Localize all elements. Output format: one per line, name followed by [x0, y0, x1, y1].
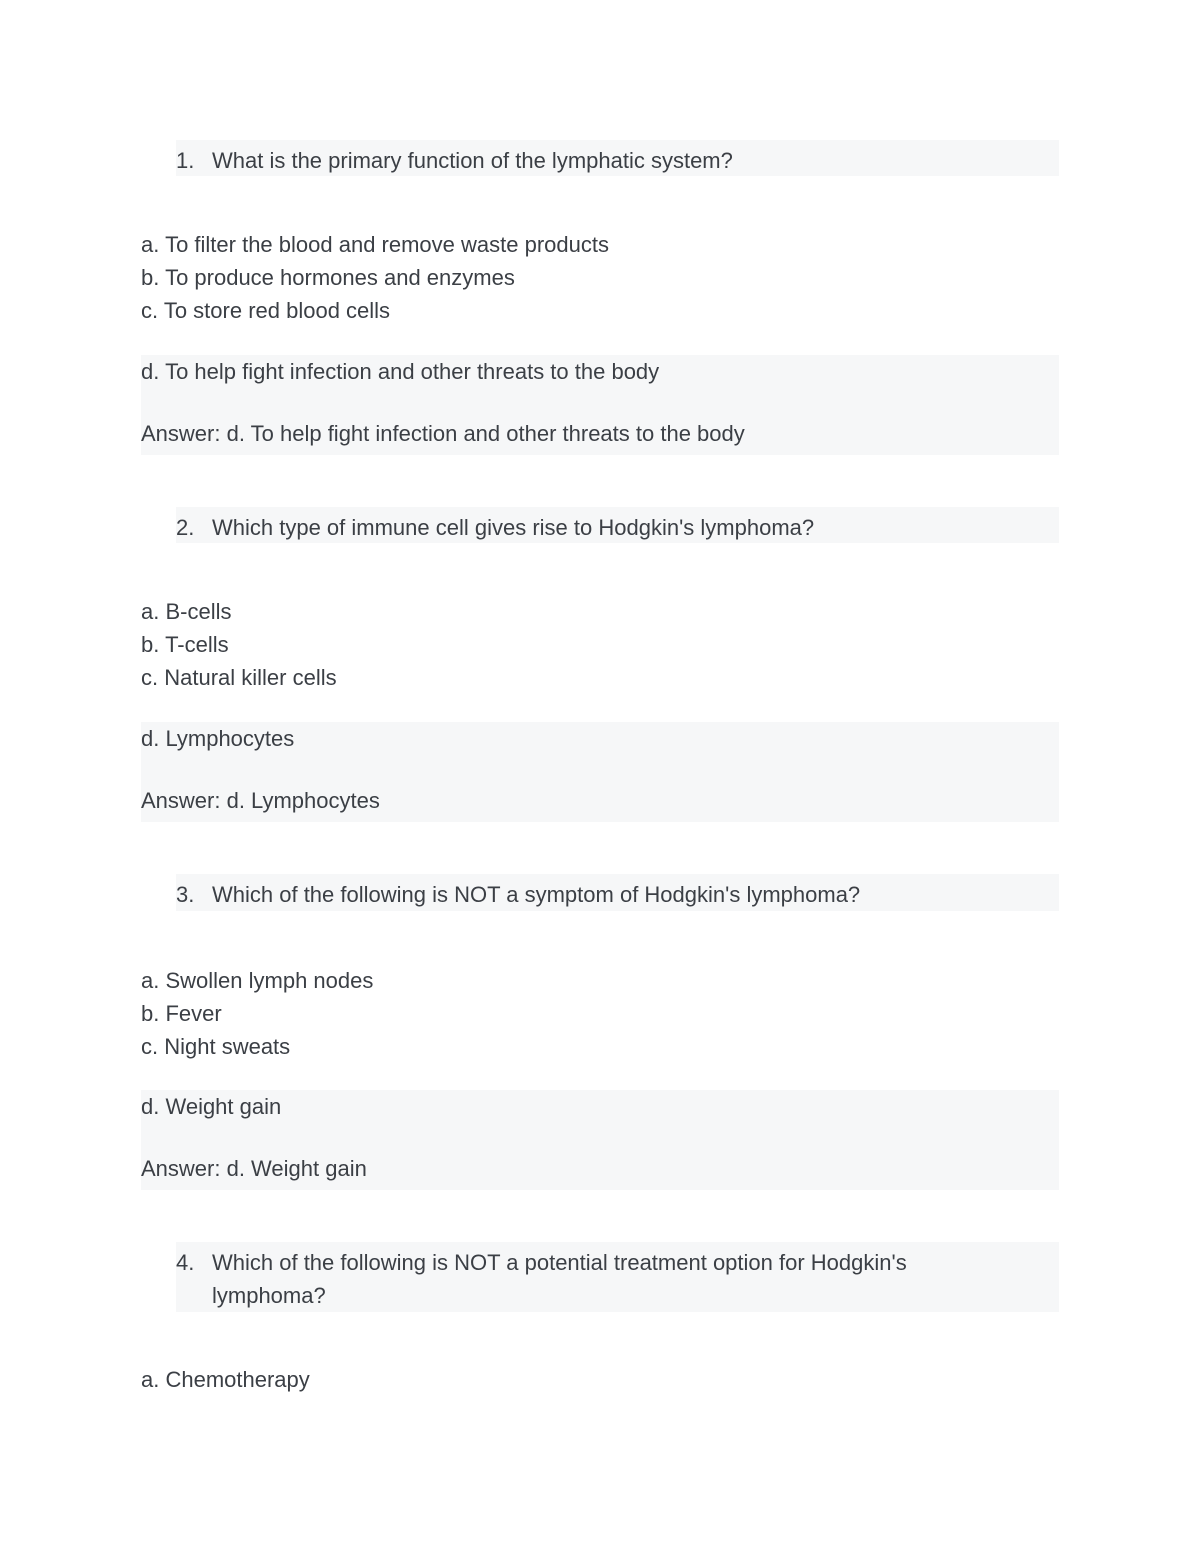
- answer-block-3: [141, 1090, 1059, 1190]
- question-text: Which of the following is NOT a potential treatment option for Hodgkin's lymphoma?: [212, 1250, 907, 1308]
- question-2: [176, 507, 1059, 543]
- option-d: d. To help fight infection and other threats to the body: [141, 359, 660, 384]
- options-list-3: [141, 964, 373, 1063]
- question-3: [176, 874, 1059, 911]
- question-text: Which of the following is NOT a symptom of Hodgkin's lymphoma?: [212, 882, 861, 907]
- option-b: b. To produce hormones and enzymes: [141, 265, 515, 290]
- question-text: What is the primary function of the lymphatic system?: [212, 148, 733, 173]
- question-number: 2.: [176, 515, 195, 540]
- option-b: b. Fever: [141, 1001, 222, 1026]
- answer-block-2: [141, 722, 1059, 822]
- option-b: b. T-cells: [141, 632, 229, 657]
- question-4: [176, 1242, 1059, 1312]
- option-c: c. Night sweats: [141, 1034, 291, 1059]
- question-number: 1.: [176, 148, 195, 173]
- option-d: d. Weight gain: [141, 1094, 282, 1119]
- option-c: c. Natural killer cells: [141, 665, 337, 690]
- question-number: 4.: [176, 1250, 195, 1275]
- option-a: a. B-cells: [141, 599, 232, 624]
- question-1: [176, 140, 1059, 176]
- option-a: a. To filter the blood and remove waste products: [141, 232, 609, 257]
- options-list-4: [141, 1363, 310, 1396]
- option-d: d. Lymphocytes: [141, 726, 295, 751]
- option-a: a. Chemotherapy: [141, 1367, 310, 1392]
- answer-text: Answer: d. Weight gain: [141, 1156, 367, 1181]
- question-number: 3.: [176, 882, 195, 907]
- options-list-2: [141, 595, 337, 694]
- option-a: a. Swollen lymph nodes: [141, 968, 374, 993]
- question-text: Which type of immune cell gives rise to Hodgkin's lymphoma?: [212, 515, 815, 540]
- option-c: c. To store red blood cells: [141, 298, 391, 323]
- answer-block-1: [141, 355, 1059, 455]
- answer-text: Answer: d. Lymphocytes: [141, 788, 380, 813]
- options-list-1: [141, 228, 609, 327]
- answer-text: Answer: d. To help fight infection and other threats to the body: [141, 421, 745, 446]
